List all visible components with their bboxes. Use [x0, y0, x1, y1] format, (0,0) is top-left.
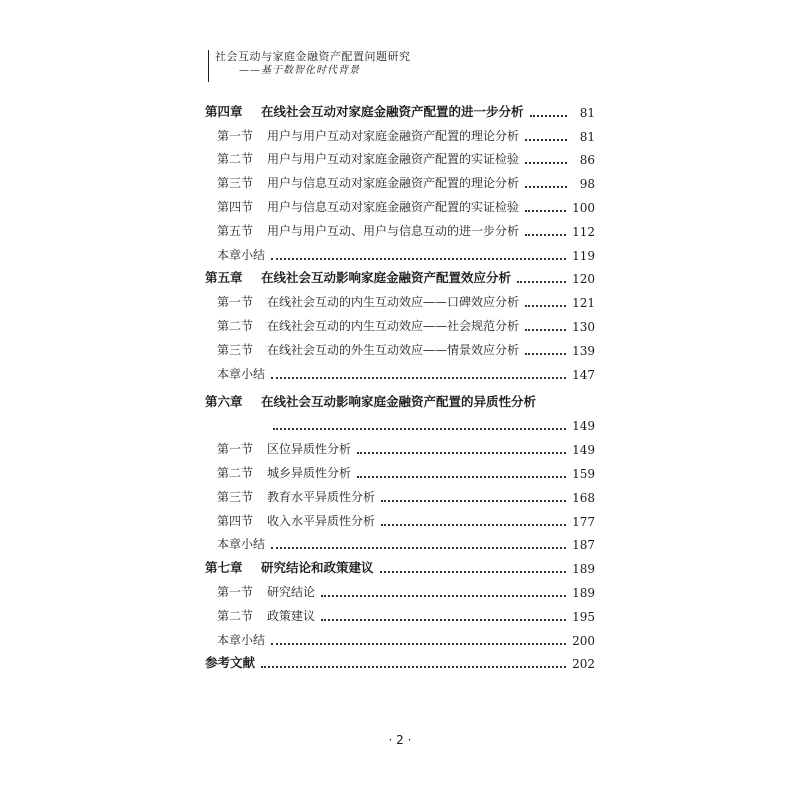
toc-entry-title: 在线社会互动对家庭金融资产配置的进一步分析	[261, 103, 524, 119]
toc-entry-number: 第四章	[205, 103, 243, 119]
toc-section-row	[205, 286, 595, 310]
toc-page-number: 159	[572, 466, 595, 481]
toc-entry-title: 在线社会互动的内生互动效应——口碑效应分析	[267, 295, 520, 310]
toc-entry-label	[217, 246, 265, 263]
toc-entry-label	[205, 558, 374, 576]
toc-page-number: 187	[572, 538, 595, 553]
toc-entry-number: 第三节	[217, 489, 254, 504]
toc-section-row	[205, 505, 595, 529]
toc-entry-label	[217, 150, 519, 167]
toc-entry-label	[217, 488, 375, 505]
toc-dot-leader	[271, 258, 566, 260]
toc-continuation-row	[205, 410, 595, 434]
toc-entry-label	[217, 607, 315, 624]
toc-section-row	[205, 167, 595, 191]
toc-chapter-row	[205, 96, 595, 120]
toc-entry-label	[217, 464, 351, 481]
toc-dot-leader	[381, 500, 566, 502]
toc-section-row	[205, 144, 595, 168]
toc-dot-leader	[525, 353, 566, 355]
toc-page-number: 120	[572, 272, 595, 287]
toc-summary-row	[205, 529, 595, 553]
toc-entry-number: 第七章	[205, 560, 243, 576]
toc-dot-leader	[321, 595, 566, 597]
toc-chapter-row	[205, 648, 595, 672]
toc-entry-title: 用户与信息互动对家庭金融资产配置的实证检验	[267, 199, 520, 214]
toc-dot-leader	[321, 619, 566, 621]
toc-dot-leader	[273, 428, 566, 430]
toc-entry-number: 第一节	[217, 442, 254, 457]
toc-entry-label	[205, 653, 255, 671]
toc-dot-leader	[525, 305, 566, 307]
toc-summary-row	[205, 624, 595, 648]
toc-entry-title: 用户与用户互动、用户与信息互动的进一步分析	[267, 223, 520, 238]
toc-section-row	[205, 334, 595, 358]
toc-entry-label	[217, 535, 265, 552]
toc-entry-number: 第二节	[217, 152, 254, 167]
toc-entry-number: 第二节	[217, 608, 254, 623]
toc-section-row	[205, 191, 595, 215]
toc-section-row	[205, 310, 595, 334]
toc-page-number: 195	[572, 609, 595, 624]
toc-page-number: 86	[579, 153, 595, 168]
toc-entry-number: 第二节	[217, 465, 254, 480]
toc-entry-label	[217, 127, 519, 144]
toc-page-number: 112	[572, 224, 595, 239]
toc-dot-leader	[380, 571, 567, 573]
toc-page-number: 189	[572, 585, 595, 600]
toc-dot-leader	[381, 524, 566, 526]
toc-dot-leader	[525, 329, 566, 331]
toc-entry-label	[217, 512, 375, 529]
toc-entry-title: 本章小结	[217, 366, 266, 381]
toc-dot-leader	[525, 234, 566, 236]
toc-entry-title: 教育水平异质性分析	[267, 489, 376, 504]
toc-entry-title: 本章小结	[217, 537, 266, 552]
toc-page-number: 149	[572, 443, 595, 458]
toc-entry-title: 研究结论和政策建议	[261, 560, 374, 576]
toc-summary-row	[205, 239, 595, 263]
toc-entry-label	[205, 392, 536, 410]
toc-section-row	[205, 215, 595, 239]
toc-entry-title: 城乡异质性分析	[267, 465, 352, 480]
toc-entry-label	[217, 198, 519, 215]
toc-section-row	[205, 120, 595, 144]
toc-page-number: 202	[572, 657, 595, 672]
toc-page-number: 98	[579, 177, 595, 192]
table-of-contents	[205, 96, 595, 671]
toc-entry-title: 用户与用户互动对家庭金融资产配置的实证检验	[267, 152, 520, 167]
toc-dot-leader	[271, 547, 566, 549]
toc-page-number: 81	[579, 105, 595, 120]
toc-entry-label	[217, 222, 519, 239]
toc-dot-leader	[530, 115, 567, 117]
page-number: · 2 ·	[388, 733, 412, 747]
toc-page-number: 200	[572, 633, 595, 648]
toc-entry-number: 第五节	[217, 223, 254, 238]
toc-entry-title: 本章小结	[217, 247, 266, 262]
toc-entry-number: 第二节	[217, 318, 254, 333]
toc-page-number: 168	[572, 490, 595, 505]
toc-entry-label	[217, 583, 315, 600]
toc-page-number: 121	[572, 296, 595, 311]
toc-entry-title: 区位异质性分析	[267, 442, 352, 457]
toc-page-number: 130	[572, 319, 595, 334]
toc-page-number: 139	[572, 343, 595, 358]
book-title: 社会互动与家庭金融资产配置问题研究	[215, 50, 411, 63]
toc-page-number: 81	[579, 129, 595, 144]
toc-entry-label	[217, 317, 519, 334]
toc-entry-number: 第三节	[217, 342, 254, 357]
toc-section-row	[205, 457, 595, 481]
toc-dot-leader	[525, 186, 567, 188]
toc-summary-row	[205, 358, 595, 382]
toc-entry-number: 第五章	[205, 270, 243, 286]
toc-page-number: 147	[572, 367, 595, 382]
toc-entry-title: 本章小结	[217, 632, 266, 647]
toc-entry-label	[205, 268, 511, 286]
running-header	[208, 50, 411, 82]
toc-entry-number: 第三节	[217, 176, 254, 191]
toc-dot-leader	[261, 666, 566, 668]
toc-entry-label	[217, 341, 519, 358]
toc-section-row	[205, 433, 595, 457]
toc-chapter-row	[205, 263, 595, 287]
toc-entry-title: 在线社会互动影响家庭金融资产配置的异质性分析	[261, 393, 537, 409]
toc-entry-label	[217, 631, 265, 648]
toc-chapter-row	[205, 552, 595, 576]
toc-dot-leader	[271, 377, 566, 379]
toc-entry-number: 第一节	[217, 128, 254, 143]
toc-entry-number: 第四节	[217, 199, 254, 214]
toc-entry-title: 在线社会互动影响家庭金融资产配置效应分析	[261, 270, 512, 286]
toc-entry-title: 收入水平异质性分析	[267, 513, 376, 528]
toc-page-number: 189	[572, 562, 595, 577]
toc-entry-label	[217, 174, 519, 191]
toc-page-number: 177	[572, 514, 595, 529]
toc-entry-number: 第一节	[217, 295, 254, 310]
toc-section-row	[205, 481, 595, 505]
toc-chapter-row	[205, 382, 595, 410]
toc-entry-title: 在线社会互动的外生互动效应——情景效应分析	[267, 342, 520, 357]
toc-entry-title: 研究结论	[267, 584, 316, 599]
toc-entry-number: 第六章	[205, 393, 243, 409]
toc-page-number: 100	[572, 200, 595, 215]
toc-entry-number: 第一节	[217, 584, 254, 599]
toc-entry-label	[205, 102, 524, 120]
toc-dot-leader	[357, 452, 566, 454]
toc-page-number: 119	[572, 248, 595, 263]
toc-entry-label	[217, 440, 351, 457]
toc-entry-title: 用户与用户互动对家庭金融资产配置的理论分析	[267, 128, 520, 143]
toc-dot-leader	[525, 162, 567, 164]
toc-entry-title: 在线社会互动的内生互动效应——社会规范分析	[267, 318, 520, 333]
toc-entry-number: 第四节	[217, 513, 254, 528]
toc-entry-label	[217, 293, 519, 310]
toc-dot-leader	[525, 210, 566, 212]
toc-entry-label	[217, 365, 265, 382]
toc-section-row	[205, 600, 595, 624]
toc-dot-leader	[525, 139, 567, 141]
toc-entry-title: 政策建议	[267, 608, 316, 623]
toc-dot-leader	[357, 476, 566, 478]
toc-entry-title: 参考文献	[205, 655, 256, 671]
toc-dot-leader	[517, 281, 566, 283]
book-subtitle: ——基于数智化时代背景	[239, 65, 360, 76]
toc-entry-title: 用户与信息互动对家庭金融资产配置的理论分析	[267, 176, 520, 191]
toc-page-number: 149	[572, 419, 595, 434]
toc-dot-leader	[271, 643, 566, 645]
toc-section-row	[205, 576, 595, 600]
